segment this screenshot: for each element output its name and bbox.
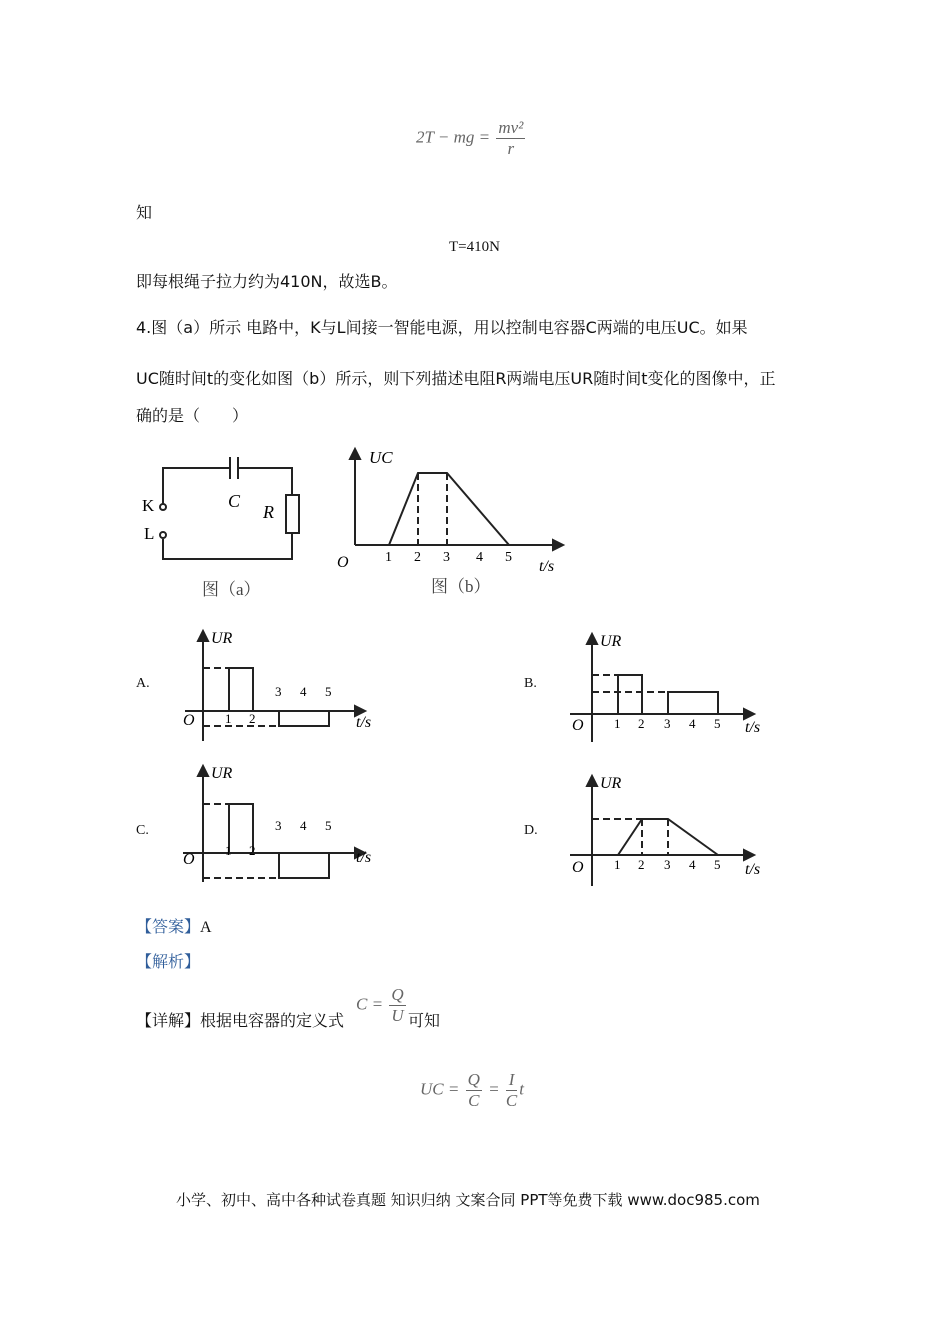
option-a-tick-5: 5	[325, 684, 332, 699]
option-d-origin: O	[572, 859, 584, 876]
option-c-xlabel: t/s	[356, 849, 372, 866]
option-b-tick-4: 4	[689, 716, 696, 731]
option-b-tick-5: 5	[714, 716, 721, 731]
eq-top-num: mv²	[498, 118, 524, 137]
option-c-tick-5: 5	[325, 818, 332, 833]
answer-value: A	[200, 919, 212, 936]
equation-bottom	[420, 1070, 524, 1111]
answer-line	[136, 917, 212, 938]
figure-b-graph	[325, 445, 575, 605]
option-a-label: A.	[136, 676, 150, 691]
option-c-origin: O	[183, 851, 195, 868]
label-C: C	[228, 491, 241, 511]
option-b-tick-1: 1	[614, 716, 621, 731]
option-b-ylabel: UR	[600, 633, 622, 650]
option-b-graph	[564, 628, 779, 748]
option-c-ylabel: UR	[211, 765, 233, 782]
eqb-num2: I	[506, 1070, 517, 1091]
eqb-lhs: UC =	[420, 1079, 460, 1099]
option-a-origin: O	[183, 712, 195, 729]
option-c-tick-3: 3	[275, 818, 282, 833]
question-line3: 确的是（ ）	[136, 406, 249, 425]
footer-text: 小学、初中、高中各种试卷真题 知识归纳 文案合同 PPT等免费下载 www.doc985.com	[176, 1191, 760, 1209]
ylabel-uc: UC	[369, 448, 393, 467]
option-d-tick-3: 3	[664, 857, 671, 872]
caption-b: 图（b）	[431, 577, 491, 596]
option-d-tick-1: 1	[614, 857, 621, 872]
option-b-tick-2: 2	[638, 716, 645, 731]
equation-top	[416, 118, 527, 159]
question-line1: 4.图（a）所示 电路中，K与L间接一智能电源，用以控制电容器C两端的电压UC。如果	[136, 318, 748, 337]
figure-a-circuit	[130, 455, 330, 605]
caption-a: 图（a）	[202, 580, 261, 599]
option-a-graph	[175, 625, 390, 745]
option-d-ylabel: UR	[600, 775, 622, 792]
option-c-label: C.	[136, 823, 149, 838]
analysis-tag: 【解析】	[136, 952, 201, 971]
option-a-tick-1: 1	[225, 711, 232, 726]
detail-tag: 【详解】	[136, 1011, 201, 1030]
tick-b-2: 2	[414, 550, 421, 565]
label-L: L	[144, 524, 155, 543]
tick-b-5: 5	[505, 550, 512, 565]
option-a-xlabel: t/s	[356, 714, 372, 731]
xlabel-b: t/s	[539, 558, 555, 575]
detail-after: 可知	[408, 1011, 441, 1030]
option-a-ylabel: UR	[211, 630, 233, 647]
cap-lhs: C =	[356, 994, 384, 1014]
option-b-label: B.	[524, 676, 537, 691]
option-b-origin: O	[572, 717, 584, 734]
label-R: R	[263, 502, 274, 522]
question-line2: UC随时间t的变化如图（b）所示，则下列描述电阻R两端电压UR随时间t变化的图像中，正	[136, 369, 776, 388]
option-a-tick-2: 2	[249, 711, 256, 726]
origin-b: O	[337, 554, 349, 571]
tick-b-4: 4	[476, 550, 483, 565]
option-d-tick-5: 5	[714, 857, 721, 872]
option-d-graph	[564, 770, 779, 888]
tick-b-3: 3	[443, 550, 450, 565]
eq-top-lhs: 2T − mg =	[416, 127, 491, 147]
option-d-tick-4: 4	[689, 857, 696, 872]
option-d-label: D.	[524, 823, 538, 838]
eqb-den1: C	[468, 1091, 480, 1110]
answer-tag: 【答案】	[136, 917, 201, 936]
eqb-num1: Q	[467, 1070, 480, 1089]
cap-num: Q	[391, 985, 404, 1004]
option-b-xlabel: t/s	[745, 719, 761, 736]
tick-b-1: 1	[385, 550, 392, 565]
option-b-tick-3: 3	[664, 716, 671, 731]
label-K: K	[142, 496, 155, 515]
option-d-tick-2: 2	[638, 857, 645, 872]
conclusion-text: 即每根绳子拉力约为410N，故选B。	[136, 272, 398, 291]
eqb-eq: =	[488, 1079, 500, 1099]
option-c-tick-2: 2	[249, 843, 256, 858]
option-a-tick-3: 3	[275, 684, 282, 699]
text-zhi: 知	[136, 203, 153, 222]
option-c-tick-1: 1	[225, 843, 232, 858]
option-d-xlabel: t/s	[745, 861, 761, 878]
option-c-graph	[175, 760, 390, 888]
eqb-den2: C	[505, 1091, 518, 1110]
detail-line	[136, 1011, 344, 1031]
eqb-tail: t	[519, 1079, 524, 1099]
detail-text: 根据电容器的定义式	[200, 1011, 345, 1030]
capacitance-formula	[356, 985, 408, 1026]
option-c-tick-4: 4	[300, 818, 307, 833]
cap-den: U	[391, 1006, 404, 1025]
option-a-tick-4: 4	[300, 684, 307, 699]
tension-result: T=410N	[449, 239, 500, 255]
eq-top-den: r	[507, 139, 515, 158]
